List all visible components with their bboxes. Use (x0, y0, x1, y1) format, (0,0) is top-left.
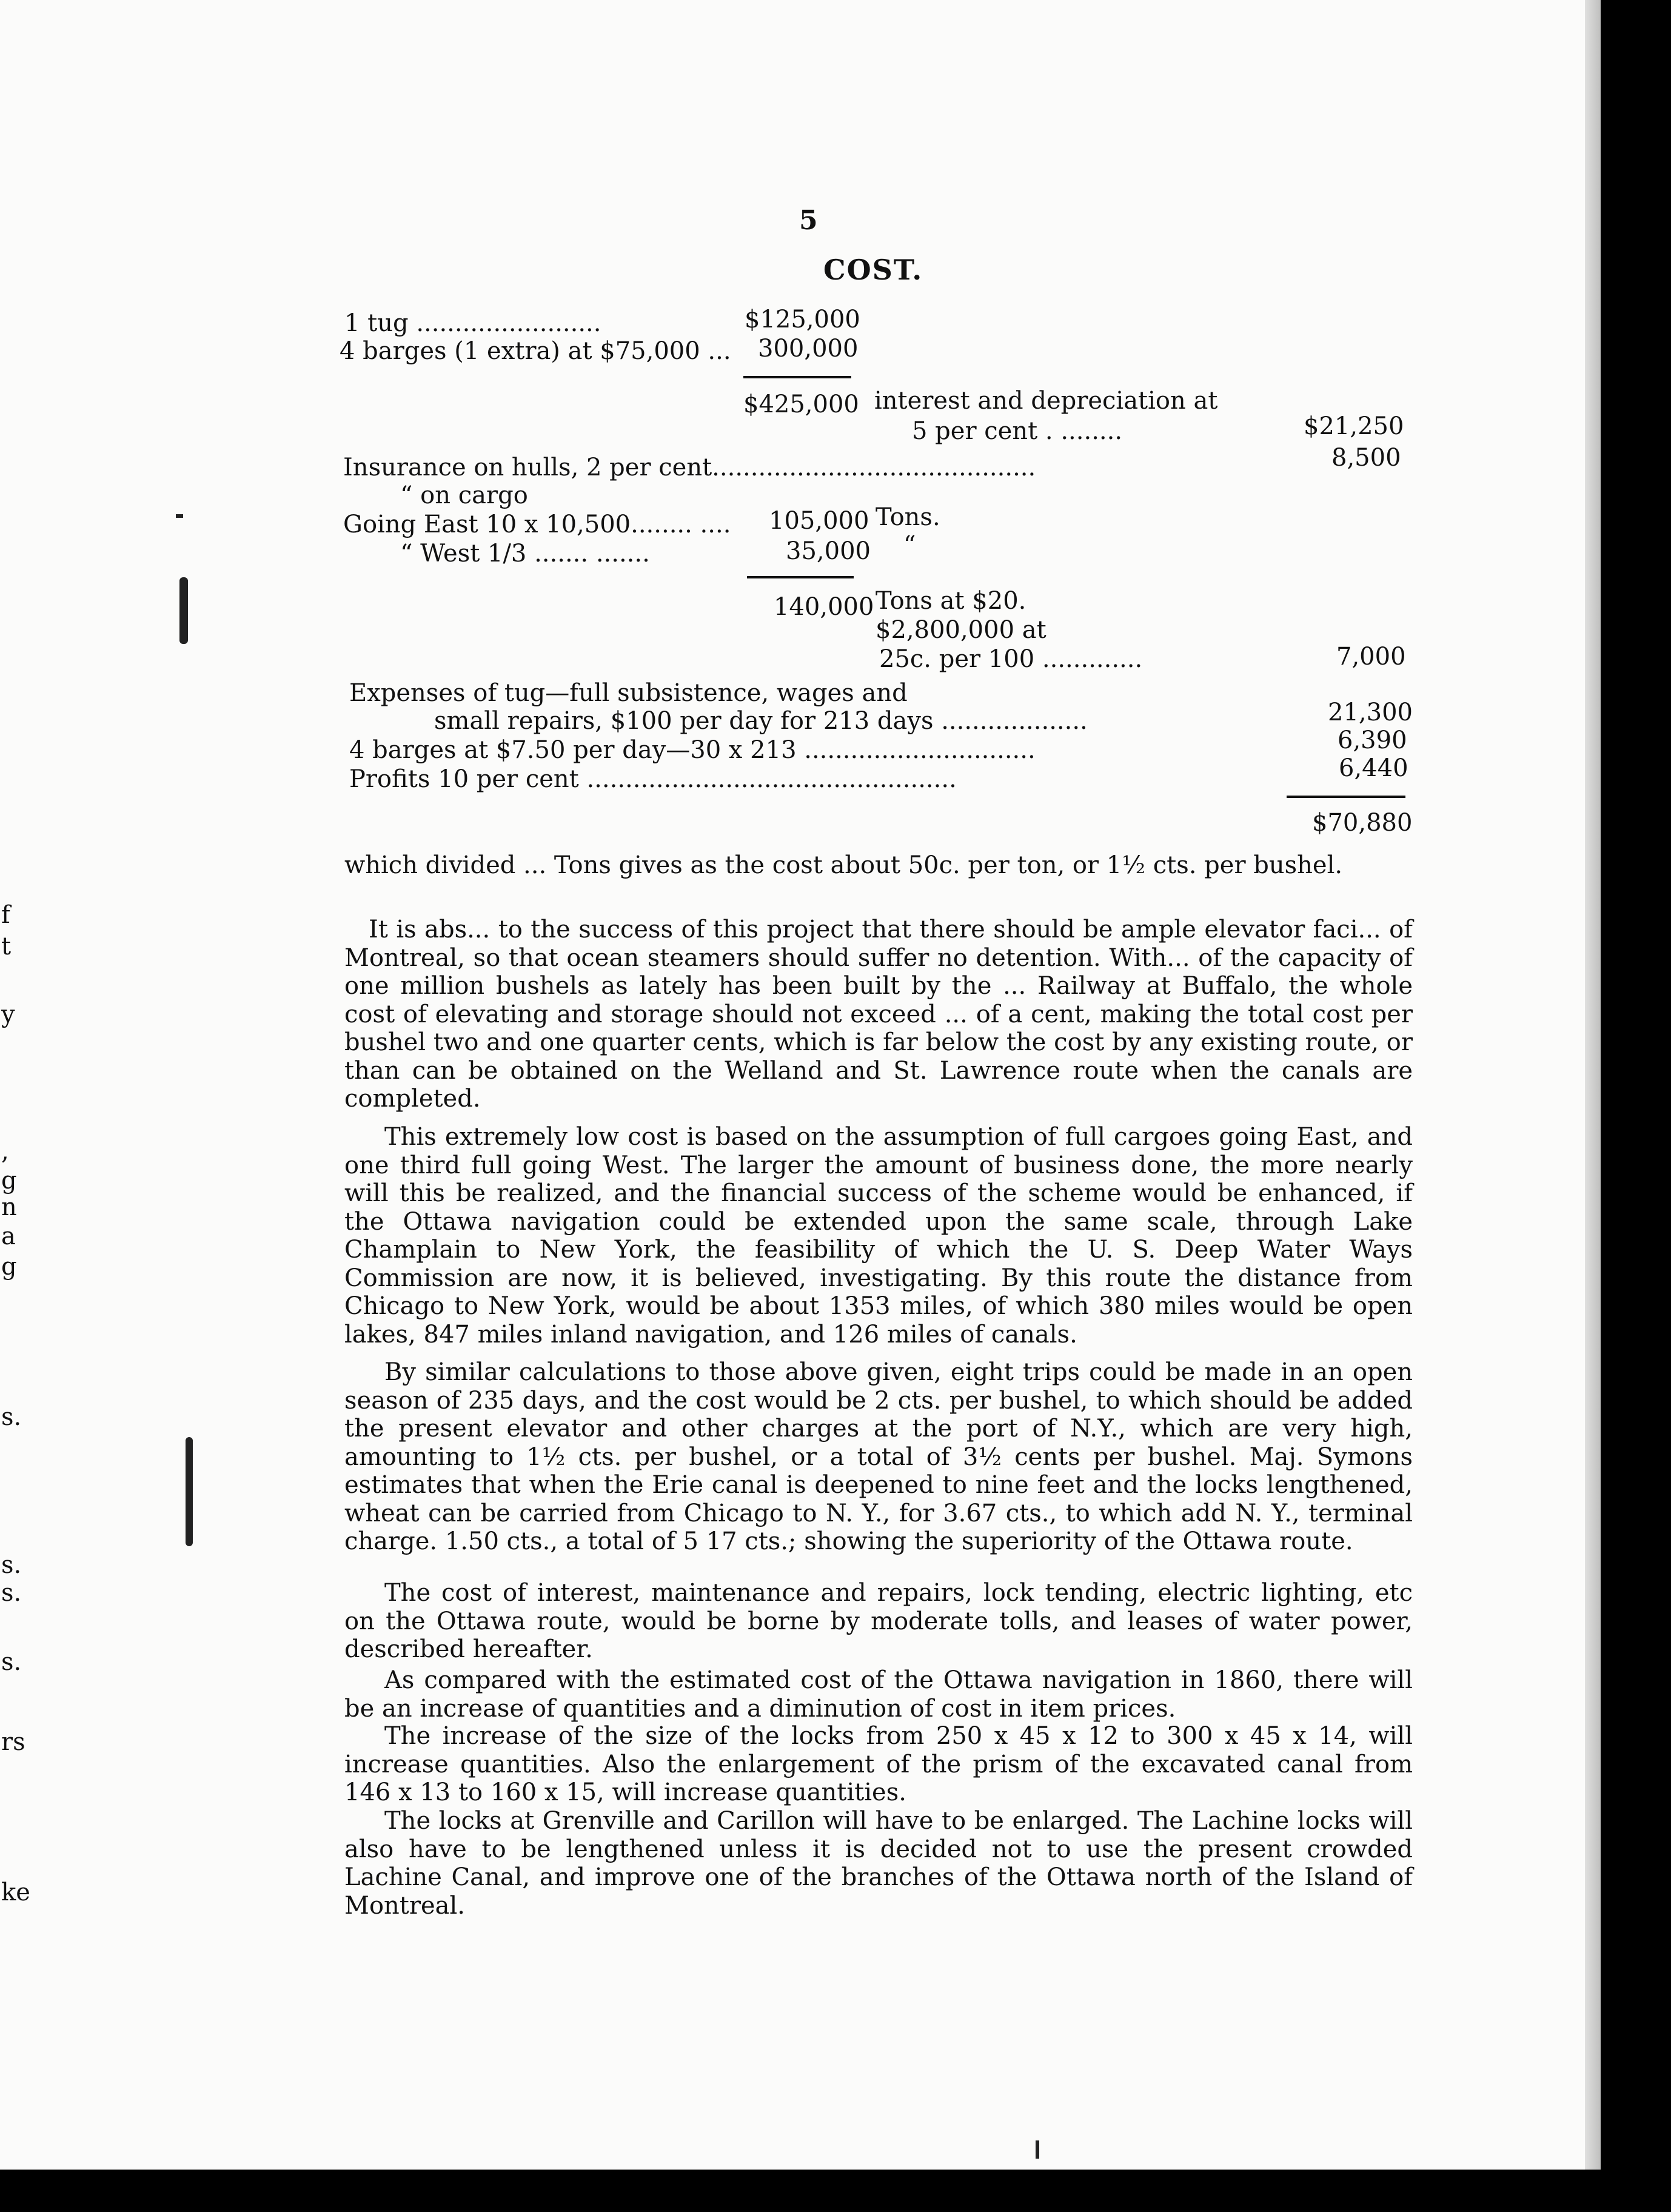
margin-fragment: ke (1, 1879, 30, 1906)
cost-row-label: Expenses of tug—full subsistence, wages and (349, 679, 908, 707)
cost-row-amount: 35,000 (786, 537, 871, 565)
paragraph: The cost of interest, maintenance and repairs, lock tending, electric lighting, etc on the Ottawa route, would be borne by moderate tolls, and leases of water power, described hereafter. (344, 1579, 1413, 1663)
paragraph: As compared with the estimated cost of the Ottawa navigation in 1860, there will be an increase of quantities and a diminution of cost in item prices. (344, 1666, 1413, 1723)
margin-fragment: n (1, 1193, 17, 1221)
paragraph: The locks at Grenville and Carillon will have to be enlarged. The Lachine locks will also have to be lengthened unless it is decided not to use the present crowded Lachine Canal, and improve one of the branches of the Ottawa north of the Island of Montreal. (344, 1807, 1413, 1920)
paragraph: The increase of the size of the locks from 250 x 45 x 12 to 300 x 45 x 14, will increase quantities. Also the enlargement of the prism of the excavated canal from 146 x 13 to 160 x 15, will increase quantities. (344, 1722, 1413, 1806)
cost-row-note: 5 per cent . ........ (912, 417, 1123, 445)
paragraph: This extremely low cost is based on the assumption of full cargoes going East, and one third full going West. The larger the amount of business done, the more nearly will this be realized, and the financial success of the scheme would be enhanced, if the Ottawa navigation could be extended upon the same scale, through Lake Champlain to New York, the feasibility of which the U. S. Deep Water Ways Commission are now, it is believed, investigating. By this route the distance from Chicago to New York, would be about 1353 miles, of which 380 miles would be open lakes, 847 miles inland navigation, and 126 miles of canals. (344, 1123, 1413, 1349)
sum-rule (743, 376, 851, 378)
cost-row-label: small repairs, $100 per day for 213 days ................... (434, 707, 1088, 735)
margin-fragment: f (1, 901, 10, 929)
section-heading: COST. (823, 253, 923, 286)
margin-fragment: g (1, 1167, 17, 1195)
margin-fragment: s. (1, 1579, 22, 1607)
cost-row-label: 4 barges (1 extra) at $75,000 ... (340, 337, 731, 365)
cost-row-label: Insurance on hulls, 2 per cent.......................................... (343, 454, 1036, 481)
cost-row-note: “ (903, 531, 916, 559)
cost-row-label: Profits 10 per cent ................................................ (349, 765, 957, 793)
margin-fragment: a (1, 1222, 16, 1250)
cost-row-label: 1 tug ........................ (344, 309, 601, 337)
cost-row-label: “ West 1/3 ....... ....... (400, 540, 650, 568)
cost-row-total: 6,440 (1339, 754, 1408, 782)
paragraph: which divided ... Tons gives as the cost about 50c. per ton, or 1½ cts. per bushel. (344, 851, 1343, 879)
cost-row-total: 6,390 (1338, 726, 1407, 754)
margin-fragment: rs (1, 1728, 25, 1756)
cost-row-total: 21,300 (1328, 699, 1413, 726)
cost-row-note: Tons. (876, 503, 940, 531)
sum-rule (747, 576, 854, 578)
cost-row-total: 8,500 (1331, 444, 1401, 472)
cost-row-label: 4 barges at $7.50 per day—30 x 213 .............................. (349, 736, 1036, 764)
cost-row-total: $70,880 (1312, 809, 1413, 837)
binding-mark (186, 1437, 193, 1546)
cost-row-amount: 105,000 (769, 507, 869, 535)
cost-row-label: “ on cargo (400, 481, 528, 509)
cost-row-note: interest and depreciation at (874, 387, 1218, 415)
page-number: 5 (799, 205, 818, 236)
cost-row-total: $21,250 (1304, 412, 1404, 440)
cost-row-amount: $425,000 (743, 390, 859, 418)
cost-row-total: 7,000 (1336, 643, 1406, 671)
cost-row-amount: $125,000 (745, 306, 860, 333)
cost-row-label: Going East 10 x 10,500........ .... (343, 511, 731, 538)
margin-fragment: t (1, 933, 12, 960)
binding-mark (179, 577, 188, 644)
margin-fragment: s. (1, 1648, 22, 1676)
cost-row-note: 25c. per 100 ............. (879, 645, 1143, 673)
margin-fragment: s. (1, 1403, 22, 1431)
paragraph: It is abs... to the success of this project that there should be ample elevator faci... of Montreal, so that ocean steamers should suffer no detention. With... of the capacity of one million bushels as lately has been built by the ... Railway at Buffalo, the whole cost of elevating and storage should not exceed ... of a cent, making the total cost per bushel two and one quarter cents, which is far below the cost by any existing route, or than can be obtained on the Welland and St. Lawrence route when the canals are completed. (344, 916, 1413, 1113)
cost-row-note: $2,800,000 at (876, 616, 1046, 644)
cost-row-amount: 300,000 (758, 335, 859, 363)
margin-fragment: s. (1, 1551, 22, 1579)
margin-fragment: g (1, 1253, 17, 1281)
margin-fragment: y (1, 1000, 15, 1028)
sum-rule (1287, 796, 1405, 798)
cost-row-note: Tons at $20. (876, 587, 1026, 615)
paragraph: By similar calculations to those above given, eight trips could be made in an open season of 235 days, and the cost would be 2 cts. per bushel, to which should be added the present elevator and other charges at the port of N.Y., which are very high, amounting to 1½ cts. per bushel, or a total of 3½ cents per bushel. Maj. Symons estimates that when the Erie canal is deepened to nine feet and the locks lengthened, wheat can be carried from Chicago to N. Y., for 3.67 cts., to which add N. Y., terminal charge. 1.50 cts., a total of 5 17 cts.; showing the superiority of the Ottawa route. (344, 1358, 1413, 1555)
speck (176, 514, 183, 518)
speck (1036, 2140, 1039, 2159)
margin-fragment: , (1, 1138, 9, 1165)
cost-row-amount: 140,000 (774, 593, 874, 621)
